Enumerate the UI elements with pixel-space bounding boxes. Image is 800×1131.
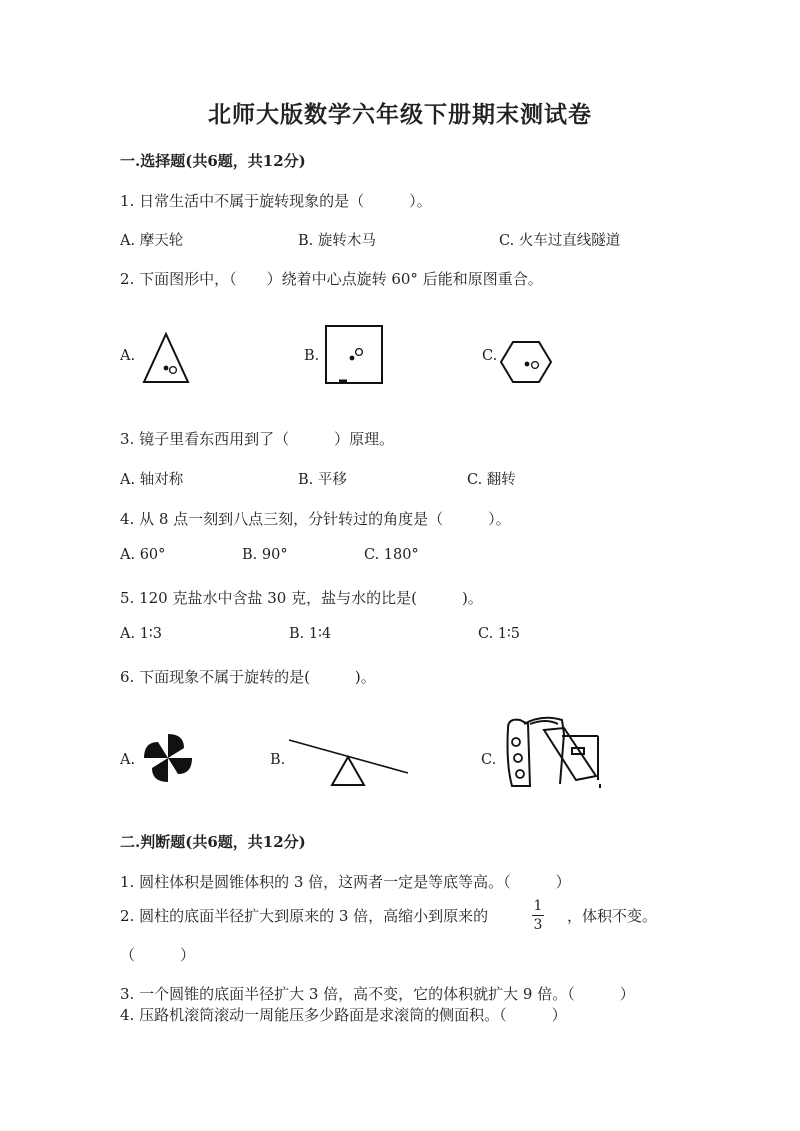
q1-6-option-a: A.: [120, 752, 136, 768]
page-title: 北师大版数学六年级下册期末测试卷: [208, 101, 592, 128]
hexagon-figure: [500, 340, 552, 384]
q1-4-option-b: B. 90°: [242, 547, 288, 563]
seesaw-image: [288, 735, 410, 789]
q1-4-text: 4. 从 8 点一刻到八点三刻，分针转过的角度是（ ）。: [120, 510, 511, 528]
fraction-denominator: 3: [533, 917, 543, 933]
q1-6-option-c: C.: [481, 752, 497, 768]
q1-2-option-a: A.: [120, 348, 136, 364]
fraction-one-third: [532, 898, 544, 933]
section1-heading: 一.选择题(共6题，共12分): [120, 152, 306, 170]
pinwheel-image: [140, 730, 196, 786]
q1-1-option-a: A. 摩天轮: [120, 233, 184, 249]
triangle-figure: [142, 332, 190, 384]
q1-6-text: 6. 下面现象不属于旋转的是( )。: [120, 668, 376, 686]
q1-2-text: 2. 下面图形中，（ ）绕着中心点旋转 60° 后能和原图重合。: [120, 270, 543, 288]
q1-1-option-c: C. 火车过直线隧道: [499, 233, 621, 249]
q1-2-option-b: B.: [304, 348, 320, 364]
q1-5-option-a: A. 1∶3: [120, 626, 162, 642]
section2-heading: 二.判断题(共6题，共12分): [120, 833, 306, 851]
q1-3-option-b: B. 平移: [298, 472, 347, 488]
q1-5-option-c: C. 1∶5: [478, 626, 521, 642]
q2-1-text: 1. 圆柱体积是圆锥体积的 3 倍，这两者一定是等底等高。（ ）: [120, 873, 571, 891]
fraction-numerator: 1: [533, 898, 543, 914]
q1-3-option-c: C. 翻转: [467, 472, 516, 488]
q1-3-option-a: A. 轴对称: [120, 472, 184, 488]
q1-1-option-b: B. 旋转木马: [298, 233, 376, 249]
q1-3-text: 3. 镜子里看东西用到了（ ）原理。: [120, 430, 395, 448]
q1-2-option-c: C.: [482, 348, 498, 364]
q1-6-option-b: B.: [270, 752, 286, 768]
q2-3-text: 3. 一个圆锥的底面半径扩大 3 倍，高不变，它的体积就扩大 9 倍。（ ）: [120, 985, 635, 1003]
q1-1-text: 1. 日常生活中不属于旋转现象的是（ ）。: [120, 192, 432, 210]
q1-4-option-a: A. 60°: [120, 547, 166, 563]
square-figure: [325, 325, 383, 385]
q2-2-text-part2: ，体积不变。: [567, 907, 658, 925]
q2-2-paren: （ ）: [120, 946, 196, 964]
q2-2-text-part1: 2. 圆柱的底面半径扩大到原来的 3 倍，高缩小到原来的: [120, 907, 489, 925]
q1-4-option-c: C. 180°: [364, 547, 419, 563]
q1-5-option-b: B. 1∶4: [289, 626, 332, 642]
q1-5-text: 5. 120 克盐水中含盐 30 克，盐与水的比是( )。: [120, 589, 483, 607]
q2-4-text: 4. 压路机滚筒滚动一周能压多少路面是求滚筒的侧面积。（ ）: [120, 1006, 567, 1024]
slide-playground-image: [502, 714, 606, 790]
